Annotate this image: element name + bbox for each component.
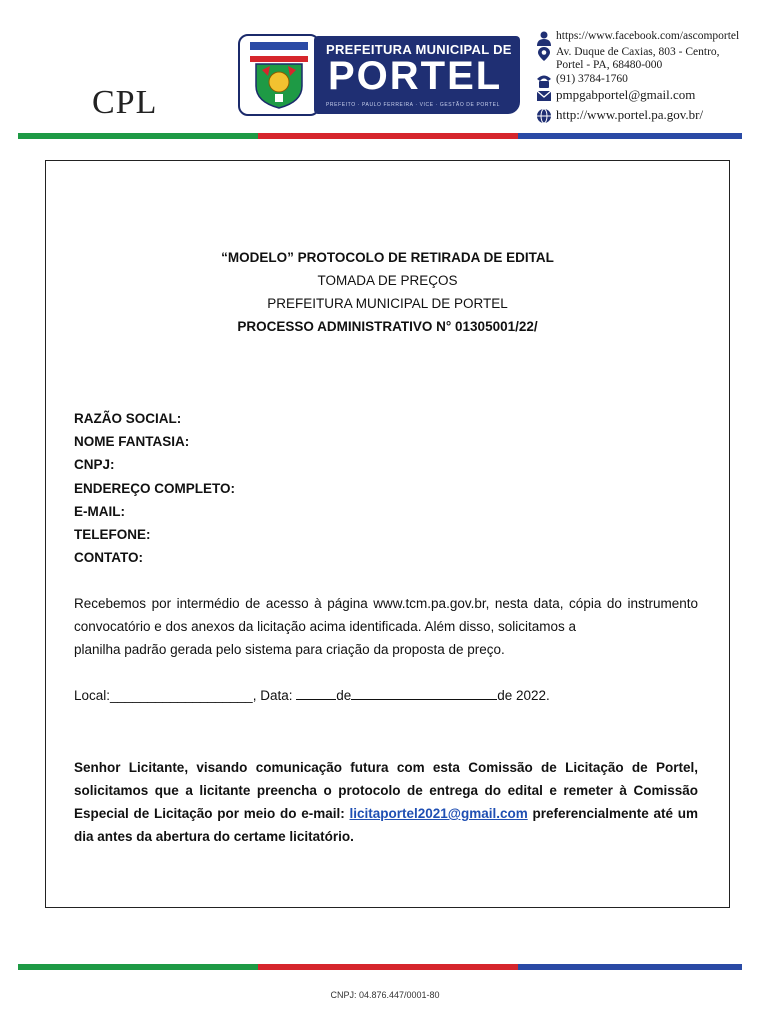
local-blank: ___________________ xyxy=(110,688,253,703)
address-line2: Portel - PA, 68480-000 xyxy=(556,59,663,71)
notice-text-after: preferencialmente até um dia antes da abertura do certame licitatório. xyxy=(74,806,698,844)
licitacao-email-link[interactable]: licitaportel2021@gmail.com xyxy=(349,806,528,821)
field-email: E-MAIL: xyxy=(74,504,125,519)
contact-website xyxy=(536,108,703,124)
receipt-paragraph-last: planilha padrão gerada pelo sistema para criação da proposta de preço. xyxy=(74,642,505,657)
date-label: , Data: xyxy=(252,688,297,703)
envelope-icon xyxy=(536,88,552,104)
field-nome-fantasia: NOME FANTASIA: xyxy=(74,434,190,449)
receipt-paragraph-main: Recebemos por intermédio de acesso à página www.tcm.pa.gov.br, nesta data, cópia do instrumento convocatório e dos anexos da licitação acima identificada. Além disso, solicitamos a xyxy=(74,596,698,634)
notice-text-before: Senhor Licitante, visando comunicação futura com esta Comissão de Licitação de Portel, solicitamos que a licitante preencha o protocolo de entrega do edital e remeter à Comissão Especial de Licitação por meio do e-mail: xyxy=(74,760,698,821)
year-label: de 2022. xyxy=(497,688,550,703)
email-address: pmpgabportel@gmail.com xyxy=(556,87,696,102)
receipt-paragraph xyxy=(74,592,698,661)
location-pin-icon xyxy=(536,46,552,62)
document-subtitle-modality: TOMADA DE PREÇOS xyxy=(317,273,458,288)
contact-facebook xyxy=(536,30,739,46)
person-icon xyxy=(536,30,552,46)
address-line1: Av. Duque de Caxias, 803 - Centro, xyxy=(556,46,720,58)
globe-icon xyxy=(536,108,552,124)
licitante-notice xyxy=(74,756,698,848)
de-label: de xyxy=(336,688,352,703)
document-title: “MODELO” PROTOCOLO DE RETIRADA DE EDITAL xyxy=(221,250,554,265)
phone-number: (91) 3784-1760 xyxy=(556,73,628,85)
prefeitura-logo xyxy=(238,34,520,116)
day-blank xyxy=(296,687,336,700)
field-contato: CONTATO: xyxy=(74,550,143,565)
logo-title: PREFEITURA MUNICIPAL DE xyxy=(326,42,512,57)
header-color-stripe xyxy=(18,133,742,139)
logo-subline: PREFEITO · PAULO FERREIRA · VICE · GESTÃO DE PORTEL xyxy=(326,102,500,108)
document-subtitle-prefeitura: PREFEITURA MUNICIPAL DE PORTEL xyxy=(267,296,508,311)
contact-address xyxy=(536,46,720,72)
phone-icon xyxy=(536,73,552,89)
field-cnpj: CNPJ: xyxy=(74,457,115,472)
process-number: PROCESSO ADMINISTRATIVO N° 01305001/22/ xyxy=(237,319,538,334)
website-url: http://www.portel.pa.gov.br/ xyxy=(556,107,704,122)
month-blank xyxy=(351,687,497,700)
facebook-url: https://www.facebook.com/ascomportel xyxy=(556,30,740,42)
municipal-crest-icon xyxy=(238,34,320,116)
field-telefone: TELEFONE: xyxy=(74,527,151,542)
local-date-line xyxy=(74,687,550,703)
logo-banner xyxy=(314,36,520,114)
footer-color-stripe xyxy=(18,964,742,970)
field-endereco: ENDEREÇO COMPLETO: xyxy=(74,481,236,496)
logo-city: PORTEL xyxy=(328,54,503,98)
cpl-label: CPL xyxy=(92,84,158,121)
local-label: Local: xyxy=(74,688,111,703)
contact-email xyxy=(536,88,695,104)
footer-cnpj: CNPJ: 04.876.447/0001-80 xyxy=(330,990,440,1000)
field-razao-social: RAZÃO SOCIAL: xyxy=(74,411,182,426)
